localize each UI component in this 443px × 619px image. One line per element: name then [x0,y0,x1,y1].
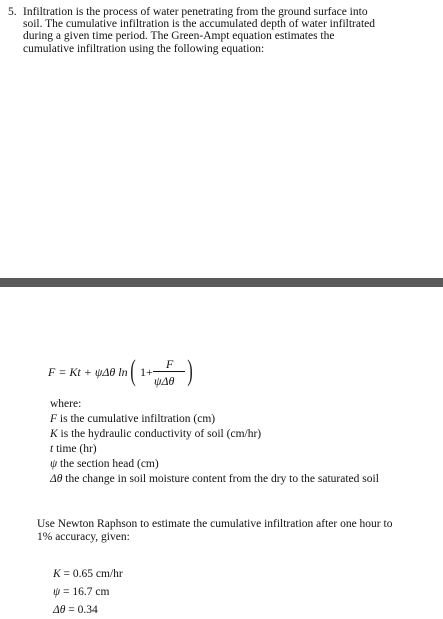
task-line: 1% accuracy, given: [37,531,130,543]
definition-item: t time (hr) [50,443,97,455]
equation-lhs: F = Kt + ψΔθ ln [48,365,128,379]
intro-line: during a given time period. The Green-Ampt equation estimates the [23,30,335,43]
fraction-bar [153,371,185,372]
page-divider [0,278,443,287]
question-intro [23,6,428,55]
question-number: 5. [8,6,17,18]
definition-item: ψ the section head (cm) [50,458,159,470]
given-item: Δθ = 0.34 [53,604,98,616]
equation-one-plus: 1+ [140,365,153,379]
equation-numerator: F [166,357,174,371]
equation-paren-left: ( [130,354,136,387]
equation-denominator: ψΔθ [154,374,175,388]
definition-item: K is the hydraulic conductivity of soil (cm/hr) [50,428,262,440]
task-instructions [37,518,432,544]
intro-line: cumulative infiltration using the following equation: [23,42,265,55]
where-heading: where: [50,398,82,410]
given-item: ψ = 16.7 cm [53,586,110,598]
given-item: K = 0.65 cm/hr [53,568,123,580]
equation-paren-right: ) [187,354,193,387]
definitions [50,397,379,487]
definition-item: Δθ the change in soil moisture content from the dry to the saturated soil [50,473,379,485]
intro-line: soil. The cumulative infiltration is the accumulated depth of water infiltrated [23,18,376,31]
intro-line: Infiltration is the process of water penetrating from the ground surface into [23,6,368,18]
given-values [53,565,123,619]
definition-item: F is the cumulative infiltration (cm) [50,413,216,425]
task-line: Use Newton Raphson to estimate the cumulative infiltration after one hour to [37,518,393,530]
